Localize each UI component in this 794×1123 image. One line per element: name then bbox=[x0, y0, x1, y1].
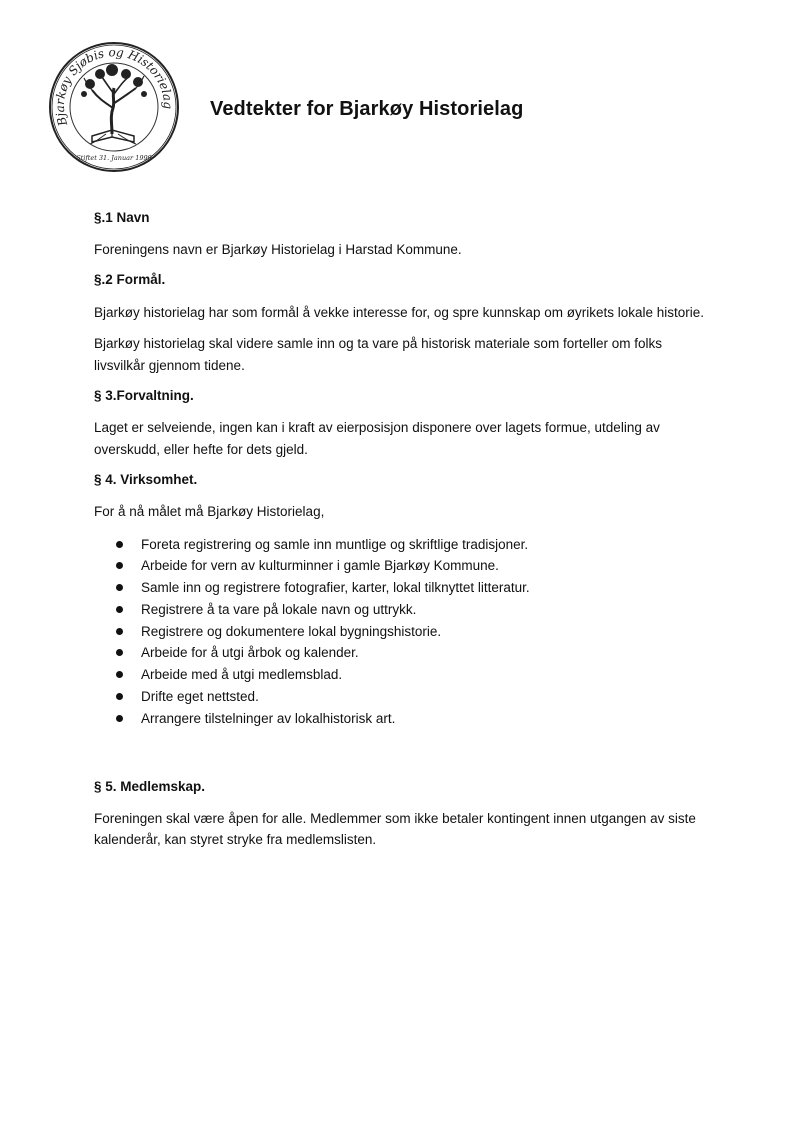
list-item-text: Arbeide for vern av kulturminner i gamle Bjarkøy Kommune. bbox=[141, 558, 499, 574]
section-paragraph: Bjarkøy historielag skal videre samle inn og ta vare på historisk materiale som forteller om folks livsvilkår gjennom tidene. bbox=[94, 336, 662, 373]
section-heading: § 4. Virksomhet. bbox=[94, 472, 198, 487]
list-item bbox=[94, 599, 706, 621]
section-paragraph: Laget er selveiende, ingen kan i kraft av eierposisjon disponere over lagets formue, utdeling av overskudd, eller hefte for dets gjeld. bbox=[94, 420, 660, 457]
bullet-icon bbox=[116, 671, 123, 678]
logo-bottom-text: Stiftet 31. Januar 1999 bbox=[76, 154, 152, 162]
activity-list bbox=[94, 534, 706, 730]
section-heading: §.1 Navn bbox=[94, 210, 150, 225]
section-heading: § 3.Forvaltning. bbox=[94, 388, 194, 403]
list-item bbox=[94, 708, 706, 730]
section-paragraph: For å nå målet må Bjarkøy Historielag, bbox=[94, 504, 325, 519]
list-item-text: Arbeide med å utgi medlemsblad. bbox=[141, 667, 343, 683]
list-item-text: Arrangere tilstelninger av lokalhistorisk art. bbox=[141, 710, 396, 726]
list-item-text: Drifte eget nettsted. bbox=[141, 689, 259, 705]
list-item bbox=[94, 577, 706, 599]
svg-text:Bjarkøy Sjøbis og Historielag: Bjarkøy Sjøbis og Historielag bbox=[52, 45, 176, 128]
bullet-icon bbox=[116, 562, 123, 569]
historielag-logo bbox=[46, 38, 182, 176]
section-heading: §.2 Formål. bbox=[94, 271, 166, 287]
document-title: Vedtekter for Bjarkøy Historielag bbox=[210, 98, 524, 120]
section-paragraph: Foreningen skal være åpen for alle. Medlemmer som ikke betaler kontingent innen utgangen av siste kalenderår, kan styret stryke fra medlemslisten. bbox=[94, 810, 696, 848]
list-item bbox=[94, 686, 706, 708]
bullet-icon bbox=[116, 628, 123, 635]
list-item bbox=[94, 621, 706, 643]
tree-seal-icon bbox=[46, 38, 182, 176]
list-item-text: Registrere og dokumentere lokal bygningshistorie. bbox=[141, 623, 442, 639]
list-item bbox=[94, 664, 706, 686]
bullet-icon bbox=[116, 606, 123, 613]
bullet-icon bbox=[116, 649, 123, 656]
bullet-icon bbox=[116, 715, 123, 722]
section-paragraph: Bjarkøy historielag har som formål å vekke interesse for, og spre kunnskap om øyrikets lokale historie. bbox=[94, 304, 704, 320]
list-item-text: Registrere å ta vare på lokale navn og uttrykk. bbox=[141, 601, 417, 617]
list-item-text: Samle inn og registrere fotografier, karter, lokal tilknyttet litteratur. bbox=[141, 580, 530, 596]
list-item bbox=[94, 642, 706, 664]
list-item-text: Foreta registrering og samle inn muntlige og skriftlige tradisjoner. bbox=[141, 536, 529, 552]
bullet-icon bbox=[116, 584, 123, 591]
bullet-icon bbox=[116, 541, 123, 548]
section-heading: § 5. Medlemskap. bbox=[94, 778, 206, 794]
section-paragraph: Foreningens navn er Bjarkøy Historielag i Harstad Kommune. bbox=[94, 242, 462, 257]
document-body bbox=[94, 208, 706, 851]
list-item-text: Arbeide for å utgi årbok og kalender. bbox=[141, 645, 359, 661]
list-item bbox=[94, 534, 706, 556]
list-item bbox=[94, 555, 706, 577]
bullet-icon bbox=[116, 693, 123, 700]
